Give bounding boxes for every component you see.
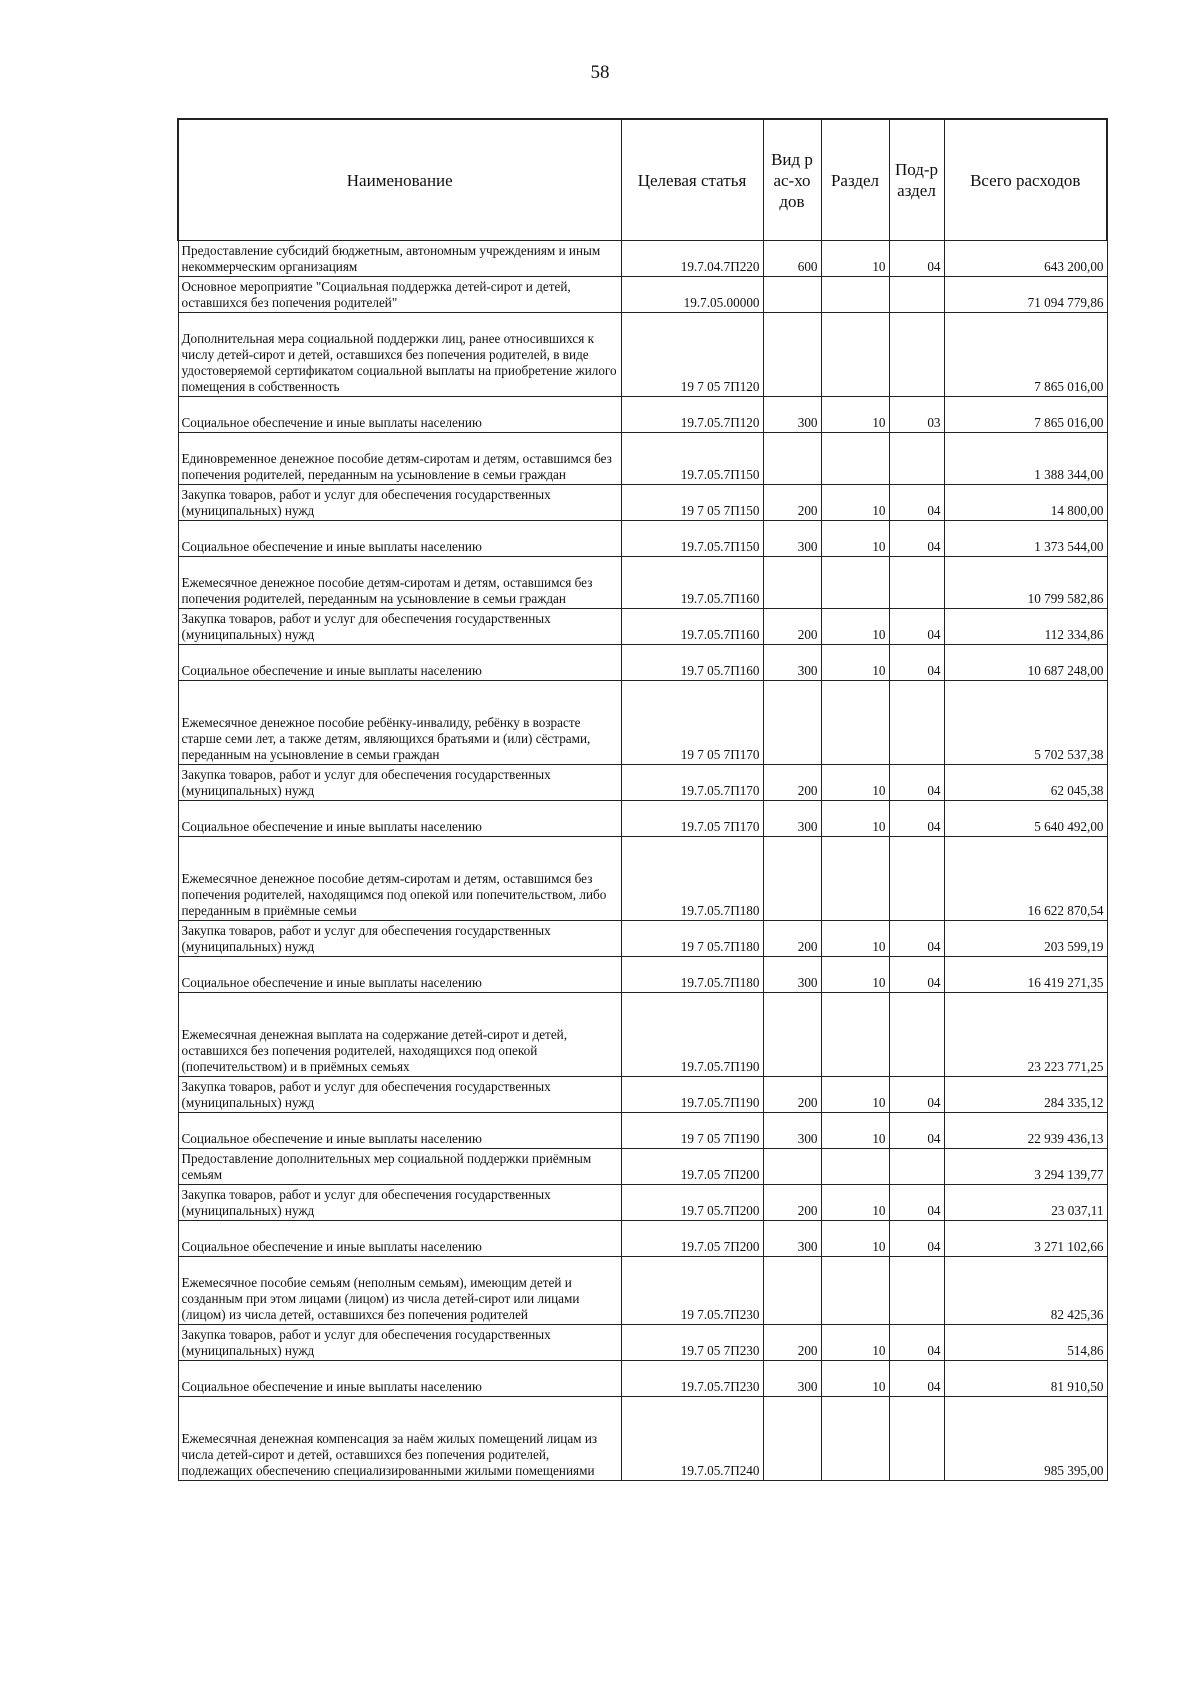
cell-code: 19.7.05 7П200 — [621, 1149, 763, 1185]
table-row — [178, 609, 1107, 645]
table-row — [178, 957, 1107, 993]
cell-razdel: 10 — [821, 1221, 889, 1257]
cell-total: 1 388 344,00 — [944, 433, 1107, 485]
cell-podrazdel: 04 — [889, 1113, 944, 1149]
cell-code: 19.7.04.7П220 — [621, 241, 763, 277]
cell-name: Ежемесячная денежная выплата на содержание детей-сирот и детей, оставшихся без попечения родителей, находящихся под опекой (попечительством) и в приёмных семьях — [178, 993, 621, 1077]
cell-podrazdel — [889, 1149, 944, 1185]
cell-total: 514,86 — [944, 1325, 1107, 1361]
cell-code: 19.7 05.7П160 — [621, 645, 763, 681]
table-row — [178, 1325, 1107, 1361]
cell-razdel: 10 — [821, 521, 889, 557]
cell-name: Социальное обеспечение и иные выплаты населению — [178, 1113, 621, 1149]
cell-razdel — [821, 313, 889, 397]
table-row — [178, 681, 1107, 765]
table-row — [178, 241, 1107, 277]
header-vid — [763, 119, 821, 241]
cell-razdel: 10 — [821, 957, 889, 993]
cell-razdel — [821, 1149, 889, 1185]
cell-vid: 300 — [763, 397, 821, 433]
cell-name: Ежемесячная денежная компенсация за наём жилых помещений лицам из числа детей-сирот и детей, оставшихся без попечения родителей, подлежащих обеспечению специализированными жилыми помещениями — [178, 1397, 621, 1481]
cell-total: 3 271 102,66 — [944, 1221, 1107, 1257]
cell-vid — [763, 277, 821, 313]
cell-vid: 300 — [763, 1361, 821, 1397]
cell-name: Закупка товаров, работ и услуг для обеспечения государственных (муниципальных) нужд — [178, 609, 621, 645]
cell-vid — [763, 1149, 821, 1185]
cell-vid: 200 — [763, 1325, 821, 1361]
cell-total: 112 334,86 — [944, 609, 1107, 645]
table-row — [178, 557, 1107, 609]
cell-podrazdel — [889, 433, 944, 485]
cell-total: 10 799 582,86 — [944, 557, 1107, 609]
cell-podrazdel — [889, 557, 944, 609]
budget-table — [177, 118, 1108, 1481]
cell-razdel: 10 — [821, 1325, 889, 1361]
cell-code: 19.7.05.7П240 — [621, 1397, 763, 1481]
cell-code: 19 7 05.7П180 — [621, 921, 763, 957]
cell-code: 19.7.05.7П180 — [621, 957, 763, 993]
cell-vid — [763, 1397, 821, 1481]
cell-name: Единовременное денежное пособие детям-сиротам и детям, оставшимся без попечения родителей, переданным на усыновление в семьи граждан — [178, 433, 621, 485]
cell-podrazdel — [889, 277, 944, 313]
cell-vid: 200 — [763, 765, 821, 801]
cell-total: 284 335,12 — [944, 1077, 1107, 1113]
table-row — [178, 645, 1107, 681]
table-row — [178, 521, 1107, 557]
cell-total: 62 045,38 — [944, 765, 1107, 801]
cell-total: 10 687 248,00 — [944, 645, 1107, 681]
cell-podrazdel — [889, 681, 944, 765]
cell-total: 23 223 771,25 — [944, 993, 1107, 1077]
cell-total: 5 702 537,38 — [944, 681, 1107, 765]
cell-vid: 200 — [763, 609, 821, 645]
cell-code: 19.7.05.7П170 — [621, 765, 763, 801]
cell-code: 19.7.05.7П160 — [621, 557, 763, 609]
cell-total: 203 599,19 — [944, 921, 1107, 957]
table-row — [178, 1257, 1107, 1325]
cell-code: 19.7 05.7П200 — [621, 1185, 763, 1221]
cell-podrazdel: 04 — [889, 1185, 944, 1221]
table-row — [178, 765, 1107, 801]
cell-vid: 300 — [763, 1221, 821, 1257]
cell-code: 19.7.05 7П200 — [621, 1221, 763, 1257]
cell-razdel — [821, 277, 889, 313]
cell-podrazdel: 03 — [889, 397, 944, 433]
cell-razdel: 10 — [821, 1077, 889, 1113]
cell-name: Основное мероприятие "Социальная поддержка детей-сирот и детей, оставшихся без попечения родителей" — [178, 277, 621, 313]
cell-code: 19.7.05.00000 — [621, 277, 763, 313]
cell-razdel: 10 — [821, 921, 889, 957]
cell-code: 19 7 05 7П150 — [621, 485, 763, 521]
cell-podrazdel: 04 — [889, 1077, 944, 1113]
cell-code: 19.7.05.7П180 — [621, 837, 763, 921]
header-name: Наименование — [178, 119, 621, 241]
cell-podrazdel: 04 — [889, 1361, 944, 1397]
cell-code: 19.7.05.7П150 — [621, 521, 763, 557]
cell-vid — [763, 993, 821, 1077]
cell-total: 7 865 016,00 — [944, 313, 1107, 397]
cell-code: 19.7.05 7П170 — [621, 801, 763, 837]
cell-name: Социальное обеспечение и иные выплаты населению — [178, 957, 621, 993]
header-razdel: Раздел — [821, 119, 889, 241]
cell-code: 19.7.05.7П120 — [621, 397, 763, 433]
cell-vid — [763, 681, 821, 765]
cell-total: 16 622 870,54 — [944, 837, 1107, 921]
cell-total: 22 939 436,13 — [944, 1113, 1107, 1149]
cell-razdel: 10 — [821, 801, 889, 837]
cell-name: Социальное обеспечение и иные выплаты населению — [178, 801, 621, 837]
cell-name: Ежемесячное денежное пособие детям-сиротам и детям, оставшимся без попечения родителей, переданным на усыновление в семьи граждан — [178, 557, 621, 609]
cell-vid: 300 — [763, 957, 821, 993]
cell-razdel — [821, 681, 889, 765]
table-row — [178, 277, 1107, 313]
cell-vid: 300 — [763, 645, 821, 681]
cell-name: Социальное обеспечение и иные выплаты населению — [178, 397, 621, 433]
cell-code: 19.7.05.7П230 — [621, 1361, 763, 1397]
cell-total: 5 640 492,00 — [944, 801, 1107, 837]
cell-podrazdel — [889, 1257, 944, 1325]
cell-razdel: 10 — [821, 397, 889, 433]
cell-vid: 600 — [763, 241, 821, 277]
cell-vid: 200 — [763, 1077, 821, 1113]
cell-name: Ежемесячное денежное пособие детям-сиротам и детям, оставшимся без попечения родителей, находящимся под опекой или попечительством, либо переданным в приёмные семьи — [178, 837, 621, 921]
cell-name: Ежемесячное пособие семьям (неполным семьям), имеющим детей и созданным при этом лицами (лицом) из числа детей-сирот или лицами (лицом) из числа детей, оставшихся без попечения родителей — [178, 1257, 621, 1325]
cell-vid — [763, 1257, 821, 1325]
cell-name: Ежемесячное денежное пособие ребёнку-инвалиду, ребёнку в возрасте старше семи лет, а также детям, являющихся братьями и (или) сёстрами, переданным на усыновление в семьи граждан — [178, 681, 621, 765]
cell-name: Социальное обеспечение и иные выплаты населению — [178, 645, 621, 681]
cell-vid: 300 — [763, 521, 821, 557]
cell-podrazdel: 04 — [889, 609, 944, 645]
cell-name: Закупка товаров, работ и услуг для обеспечения государственных (муниципальных) нужд — [178, 765, 621, 801]
cell-razdel: 10 — [821, 485, 889, 521]
cell-razdel: 10 — [821, 1113, 889, 1149]
cell-vid: 300 — [763, 1113, 821, 1149]
table-row — [178, 993, 1107, 1077]
cell-name: Закупка товаров, работ и услуг для обеспечения государственных (муниципальных) нужд — [178, 485, 621, 521]
table-row — [178, 921, 1107, 957]
cell-podrazdel: 04 — [889, 957, 944, 993]
cell-razdel — [821, 993, 889, 1077]
table-row — [178, 1185, 1107, 1221]
cell-total: 14 800,00 — [944, 485, 1107, 521]
cell-name: Закупка товаров, работ и услуг для обеспечения государственных (муниципальных) нужд — [178, 1185, 621, 1221]
cell-total: 71 094 779,86 — [944, 277, 1107, 313]
table-row — [178, 485, 1107, 521]
table-row — [178, 1361, 1107, 1397]
cell-razdel — [821, 557, 889, 609]
cell-name: Социальное обеспечение и иные выплаты населению — [178, 521, 621, 557]
cell-code: 19.7 05 7П230 — [621, 1325, 763, 1361]
table-row — [178, 433, 1107, 485]
cell-razdel: 10 — [821, 765, 889, 801]
cell-vid — [763, 313, 821, 397]
cell-name: Социальное обеспечение и иные выплаты населению — [178, 1221, 621, 1257]
cell-name: Закупка товаров, работ и услуг для обеспечения государственных (муниципальных) нужд — [178, 1325, 621, 1361]
cell-vid — [763, 557, 821, 609]
cell-podrazdel: 04 — [889, 485, 944, 521]
cell-code: 19.7.05.7П160 — [621, 609, 763, 645]
cell-podrazdel: 04 — [889, 645, 944, 681]
cell-vid — [763, 433, 821, 485]
cell-name: Социальное обеспечение и иные выплаты населению — [178, 1361, 621, 1397]
cell-name: Предоставление дополнительных мер социальной поддержки приёмным семьям — [178, 1149, 621, 1185]
cell-code: 19 7.05.7П230 — [621, 1257, 763, 1325]
cell-podrazdel: 04 — [889, 1221, 944, 1257]
header-podrazdel — [889, 119, 944, 241]
cell-podrazdel: 04 — [889, 241, 944, 277]
cell-total: 23 037,11 — [944, 1185, 1107, 1221]
cell-total: 1 373 544,00 — [944, 521, 1107, 557]
cell-podrazdel: 04 — [889, 801, 944, 837]
cell-razdel — [821, 433, 889, 485]
page-number: 58 — [590, 62, 610, 83]
header-vid-text: Вид рас-ходов — [771, 149, 813, 211]
cell-total: 16 419 271,35 — [944, 957, 1107, 993]
table-row — [178, 1113, 1107, 1149]
header-target: Целевая статья — [621, 119, 763, 241]
cell-razdel: 10 — [821, 1361, 889, 1397]
cell-razdel — [821, 1397, 889, 1481]
cell-razdel — [821, 837, 889, 921]
table-row — [178, 313, 1107, 397]
cell-total: 7 865 016,00 — [944, 397, 1107, 433]
cell-podrazdel: 04 — [889, 1325, 944, 1361]
cell-vid — [763, 837, 821, 921]
cell-vid: 200 — [763, 1185, 821, 1221]
cell-podrazdel — [889, 1397, 944, 1481]
cell-razdel — [821, 1257, 889, 1325]
cell-total: 82 425,36 — [944, 1257, 1107, 1325]
cell-code: 19 7 05 7П190 — [621, 1113, 763, 1149]
table-row — [178, 801, 1107, 837]
cell-code: 19.7.05.7П190 — [621, 993, 763, 1077]
table-row — [178, 1077, 1107, 1113]
cell-code: 19 7 05 7П120 — [621, 313, 763, 397]
table-row — [178, 1149, 1107, 1185]
cell-razdel: 10 — [821, 1185, 889, 1221]
table-row — [178, 1221, 1107, 1257]
header-podrazdel-text: Под-раздел — [894, 160, 939, 200]
table-header-row — [178, 119, 1107, 241]
cell-total: 81 910,50 — [944, 1361, 1107, 1397]
cell-code: 19 7 05 7П170 — [621, 681, 763, 765]
cell-name: Закупка товаров, работ и услуг для обеспечения государственных (муниципальных) нужд — [178, 921, 621, 957]
cell-total: 985 395,00 — [944, 1397, 1107, 1481]
cell-name: Дополнительная мера социальной поддержки лиц, ранее относившихся к числу детей-сирот и детей, оставшихся без попечения родителей, в виде удостоверяемой сертификатом социальной выплаты на приобретение жилого помещения в собственность — [178, 313, 621, 397]
cell-vid: 200 — [763, 485, 821, 521]
cell-code: 19.7.05.7П150 — [621, 433, 763, 485]
cell-total: 643 200,00 — [944, 241, 1107, 277]
header-total: Всего расходов — [944, 119, 1107, 241]
cell-name: Закупка товаров, работ и услуг для обеспечения государственных (муниципальных) нужд — [178, 1077, 621, 1113]
cell-podrazdel: 04 — [889, 765, 944, 801]
cell-razdel: 10 — [821, 241, 889, 277]
table-row — [178, 397, 1107, 433]
cell-code: 19.7.05.7П190 — [621, 1077, 763, 1113]
cell-total: 3 294 139,77 — [944, 1149, 1107, 1185]
table-row — [178, 837, 1107, 921]
cell-name: Предоставление субсидий бюджетным, автономным учреждениям и иным некоммерческим организациям — [178, 241, 621, 277]
table-row — [178, 1397, 1107, 1481]
cell-razdel: 10 — [821, 609, 889, 645]
cell-vid: 200 — [763, 921, 821, 957]
cell-podrazdel — [889, 837, 944, 921]
cell-podrazdel — [889, 993, 944, 1077]
cell-vid: 300 — [763, 801, 821, 837]
cell-podrazdel — [889, 313, 944, 397]
cell-podrazdel: 04 — [889, 521, 944, 557]
cell-razdel: 10 — [821, 645, 889, 681]
cell-podrazdel: 04 — [889, 921, 944, 957]
